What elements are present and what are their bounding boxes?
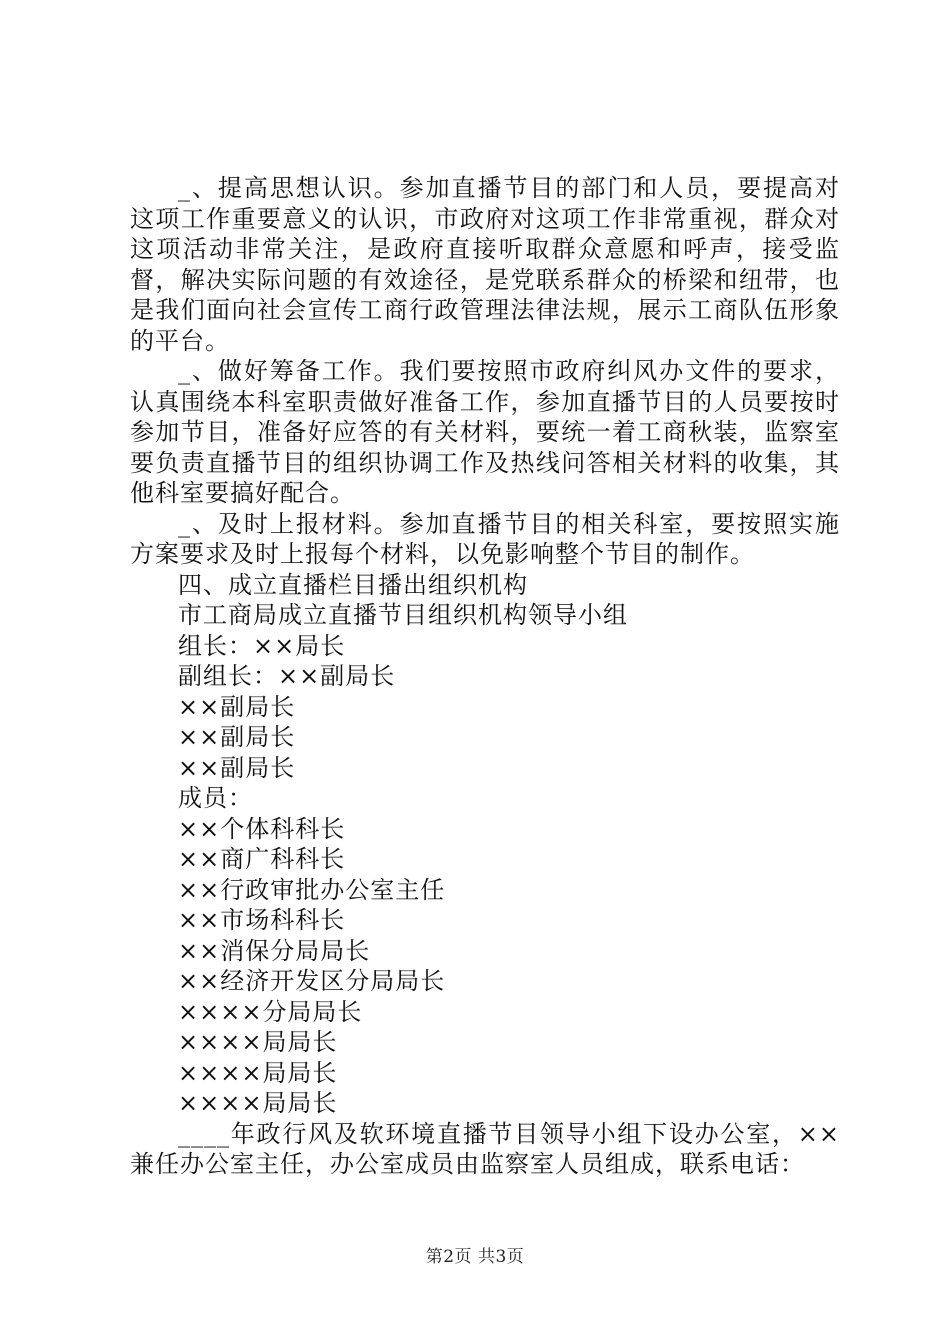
member-line: ××××局局长 — [178, 1028, 338, 1056]
deputy-leader-line: 副组长：××副局长 — [178, 662, 396, 690]
deputy-line: ××副局长 — [178, 753, 296, 782]
member-line: ××个体科科长 — [178, 814, 346, 843]
paragraph-preparation: _、做好筹备工作。我们要按照市政府纠风办文件的要求，认真围绕本科室职责做好准备工作，参加直播节目的人员要按时参加节目，准备好应答的有关材料，要统一着工商秋装，监察室要负责直播节目的组织协调工作及热线问答相关材料的收集，其他科室要搞好配合。 — [130, 357, 840, 507]
page-number-footer: 第2页 共3页 — [425, 1247, 525, 1267]
leader-line: 组长：××局长 — [178, 631, 346, 660]
section-title: 四、成立直播栏目播出组织机构 — [178, 570, 528, 599]
member-line: ××商广科科长 — [178, 845, 346, 873]
document-body — [130, 173, 840, 1180]
group-title: 市工商局成立直播节目组织机构领导小组 — [178, 601, 628, 629]
deputy-line: ××副局长 — [178, 723, 296, 751]
deputy-line: ××副局长 — [178, 692, 296, 721]
member-line: ××行政审批办公室主任 — [178, 875, 446, 904]
paragraph-office: ____年政行风及软环境直播节目领导小组下设办公室，××兼任办公室主任，办公室成员由监察室人员组成，联系电话： — [130, 1119, 840, 1178]
member-line: ××经济开发区分局局长 — [178, 967, 446, 995]
paragraph-materials: _、及时上报材料。参加直播节目的相关科室，要按照实施方案要求及时上报每个材料，以免影响整个节目的制作。 — [130, 509, 840, 568]
member-line: ××市场科科长 — [178, 906, 346, 934]
paragraph-thinking: _、提高思想认识。参加直播节目的部门和人员，要提高对这项工作重要意义的认识，市政府对这项工作非常重视，群众对这项活动非常关注，是政府直接听取群众意愿和呼声，接受监督，解决实际问题的有效途径，是党联系群众的桥梁和纽带，也是我们面向社会宣传工商行政管理法律法规，展示工商队伍形象的平台。 — [130, 174, 840, 355]
member-line: ××××局局长 — [178, 1058, 338, 1087]
member-line: ××消保分局局长 — [178, 936, 371, 965]
member-line: ××××局局长 — [178, 1089, 338, 1117]
member-line: ××××分局局长 — [178, 997, 363, 1026]
members-label: 成员： — [178, 784, 253, 812]
